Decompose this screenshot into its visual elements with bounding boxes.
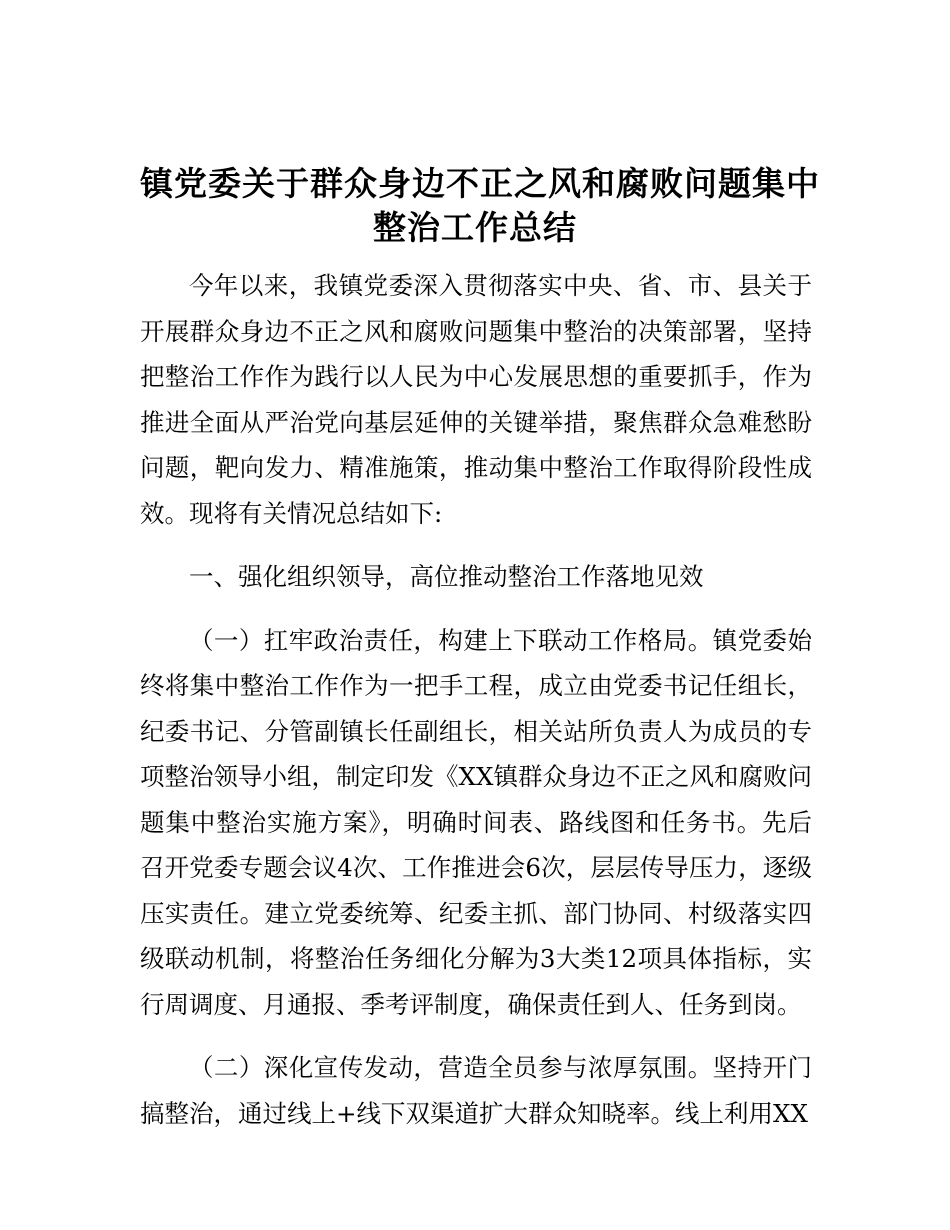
section-heading-1: 一、强化组织领导，高位推动整治工作落地见效 [189,562,704,591]
subsection-paragraph-1: （一）扛牢政治责任，构建上下联动工作格局。镇党委始终将集中整治工作作为一把手工程，成立由党委书记任组长，纪委书记、分管副镇长任副组长，相关站所负责人为成员的专项整治领导小组，制定印发《XX镇群众身边不正之风和腐败问题集中整治实施方案》，明确时间表、路线图和任务书。先后召开党委专题会议4次、工作推进会6次，层层传导压力，逐级压实责任。建立党委统筹、纪委主抓、部门协同、村级落实四级联动机制，将整治任务细化分解为3大类12项具体指标，实行周调度、月通报、季考评制度，确保责任到人、任务到岗。 [140,625,812,1019]
document-title [140,162,820,250]
intro-paragraph: 今年以来，我镇党委深入贯彻落实中央、省、市、县关于开展群众身边不正之风和腐败问题集中整治的决策部署，坚持把整治工作作为践行以人民为中心发展思想的重要抓手，作为推进全面从严治党向基层延伸的关键举措，聚焦群众急难愁盼问题，靶向发力、精准施策，推动集中整治工作取得阶段性成效。现将有关情况总结如下: [140,271,812,528]
title-line-1: 镇党委关于群众身边不正之风和腐败问题集中 [140,164,820,203]
subsection-paragraph-2: （二）深化宣传发动，营造全员参与浓厚氛围。坚持开门搞整治，通过线上+线下双渠道扩大群众知晓率。线上利用XX [140,1053,812,1128]
document-body [140,263,812,1136]
title-line-2: 整治工作总结 [373,208,577,247]
